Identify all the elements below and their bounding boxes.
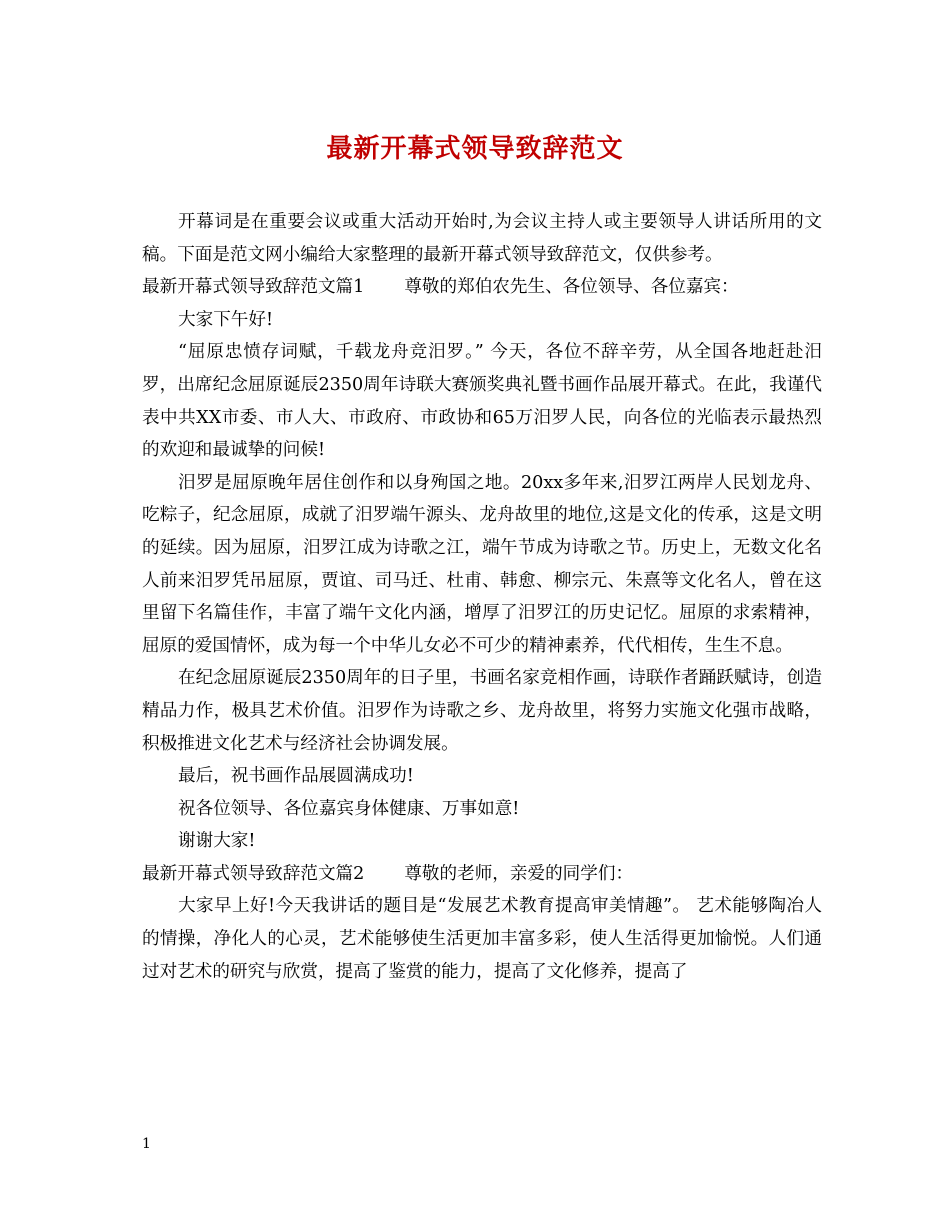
intro-paragraph: 开幕词是在重要会议或重大活动开始时,为会议主持人或主要领导人讲话所用的文稿。下面是范文网小编给大家整理的最新开幕式领导致辞范文，仅供参考。 xyxy=(142,212,822,265)
section2-salutation: 尊敬的老师，亲爱的同学们： xyxy=(404,863,634,884)
section1-paragraph: “屈原忠愤存词赋，千载龙舟竞汨罗。” 今天，各位不辞辛劳，从全国各地赶赴汨罗，出席纪念屈原诞辰2350周年诗联大赛颁奖典礼暨书画作品展开幕式。在此，我谨代表中共XX市委、市人大、市政府、市政协和65万汨罗人民，向各位的光临表示最热烈的欢迎和最诚挚的问候! xyxy=(142,342,822,461)
page-number: 1 xyxy=(142,1136,151,1152)
section2-heading-line xyxy=(142,858,822,891)
section1-heading-line xyxy=(142,271,822,304)
section1-heading: 最新开幕式领导致辞范文篇1 xyxy=(142,277,365,298)
section1-paragraph: 在纪念屈原诞辰2350周年的日子里，书画名家竞相作画，诗联作者踊跃赋诗，创造精品力作，极具艺术价值。汨罗作为诗歌之乡、龙舟故里，将努力实施文化强市战略，积极推进文化艺术与经济社会协调发展。 xyxy=(142,668,822,754)
section1-paragraph: 谢谢大家! xyxy=(178,831,256,852)
section1-paragraph: 大家下午好! xyxy=(178,309,274,330)
section1-paragraph: 汨罗是屈原晚年居住创作和以身殉国之地。20xx多年来,汨罗江两岸人民划龙舟、吃粽子，纪念屈原，成就了汨罗端午源头、龙舟故里的地位,这是文化的传承，这是文明的延续。因为屈原，汨罗江成为诗歌之江，端午节成为诗歌之节。历史上，无数文化名人前来汨罗凭吊屈原，贾谊、司马迁、杜甫、韩愈、柳宗元、朱熹等文化名人，曾在这里留下名篇佳作，丰富了端午文化内涵，增厚了汨罗江的历史记忆。屈原的求索精神，屈原的爱国情怀，成为每一个中华儿女必不可少的精神素养，代代相传，生生不息。 xyxy=(142,472,822,656)
document-body xyxy=(142,206,822,988)
section1-salutation: 尊敬的郑伯农先生、各位领导、各位嘉宾： xyxy=(404,277,739,298)
section2-heading: 最新开幕式领导致辞范文篇2 xyxy=(142,863,365,884)
section1-paragraph: 祝各位领导、各位嘉宾身体健康、万事如意! xyxy=(178,798,520,819)
section1-paragraph: 最后，祝书画作品展圆满成功! xyxy=(178,766,414,787)
page-title: 最新开幕式领导致辞范文 xyxy=(326,134,624,164)
section2-paragraph: 大家早上好!今天我讲话的题目是“发展艺术教育提高审美情趣”。 艺术能够陶冶人的情操，净化人的心灵，艺术能够使生活更加丰富多彩，使人生活得更加愉悦。人们通过对艺术的研究与欣赏，提高了鉴赏的能力，提高了文化修养，提高了 xyxy=(142,896,822,982)
